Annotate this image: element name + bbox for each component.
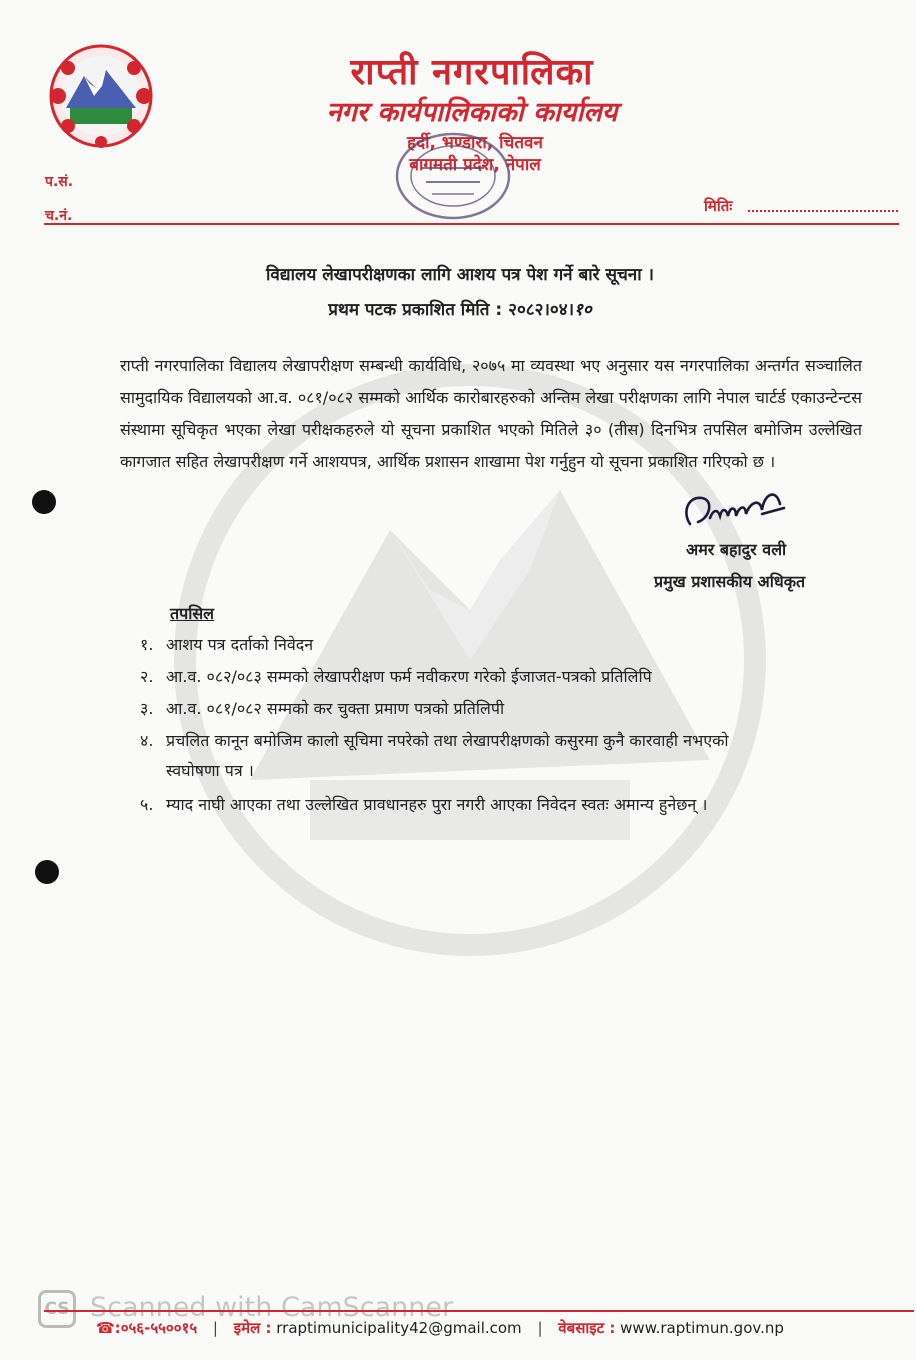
list-item <box>140 694 880 724</box>
signatory-title: प्रमुख प्रशासकीय अधिकृत <box>654 572 806 591</box>
list-item-number: १. <box>140 635 154 654</box>
list-item-continuation: स्वघोषणा पत्र । <box>166 761 254 780</box>
scanner-watermark-text: Scanned with CamScanner <box>90 1292 454 1323</box>
list-item-text: आ.व. ०८२/०८३ सम्मको लेखापरीक्षण फर्म नवीकरण गरेको ईजाजत-पत्रको प्रतिलिपि <box>166 667 652 686</box>
footer-phone: ०५६-५५००१५ <box>120 1319 198 1337</box>
list-item-number: ५. <box>140 795 154 814</box>
list-item-number: ४. <box>140 731 154 750</box>
list-item-number: २. <box>140 667 154 686</box>
list-item-text: आशय पत्र दर्ताको निवेदन <box>166 635 314 654</box>
list-item-text: आ.व. ०८१/०८२ सम्मको कर चुक्ता प्रमाण पत्रको प्रतिलिपी <box>166 699 505 718</box>
header-divider <box>44 223 899 225</box>
footer-email[interactable]: rraptimunicipality42@gmail.com <box>276 1319 522 1337</box>
office-name: नगर कार्यपालिकाको कार्यालय <box>326 97 618 128</box>
government-emblem-logo <box>44 42 158 150</box>
footer-email-label: इमेल : <box>233 1319 272 1337</box>
footer-divider <box>44 1310 914 1312</box>
punch-hole <box>35 860 59 884</box>
reference-number-label: प.सं. <box>45 174 74 190</box>
date-blank-line <box>748 210 898 212</box>
camscanner-icon: CS <box>38 1290 76 1328</box>
list-item-text: प्रचलित कानून बमोजिम कालो सूचिमा नपरेको तथा लेखापरीक्षणको कसुरमा कुनै कारवाही नभएको <box>166 731 729 750</box>
first-published-date <box>120 297 800 320</box>
list-item <box>140 726 880 786</box>
list-item <box>140 630 880 660</box>
date-label: मितिः <box>704 197 733 215</box>
office-stamp <box>392 128 514 224</box>
list-item-number: ३. <box>140 699 154 718</box>
details-heading: तपसिल <box>170 604 215 623</box>
dispatch-number-label: च.नं. <box>45 208 73 224</box>
first-published-label: प्रथम पटक प्रकाशित मिति : २०८२।०४। <box>328 300 575 320</box>
footer-website[interactable]: www.raptimun.gov.np <box>620 1319 784 1337</box>
list-item-text: म्याद नाघी आएका तथा उल्लेखित प्रावधानहरु पुरा नगरी आएका निवेदन स्वतः अमान्य हुनेछन् । <box>166 795 708 814</box>
notice-body: राप्ती नगरपालिका विद्यालय लेखापरीक्षण सम्बन्धी कार्यविधि, २०७५ मा व्यवस्था भए अनुसार यस नगरपालिका अन्तर्गत सञ्चालित सामुदायिक विद्यालयको आ.व. ०८१/०८२ सम्मको आर्थिक कारोबारहरुको अन्तिम लेखा परीक्षणका लागि नेपाल चार्टर्ड एकाउन्टेन्टस संस्थामा सूचिकृत भएका लेखा परीक्षकहरुले यो सूचना प्रकाशित भएको मितिले ३० (तीस) दिनभित्र तपसिल बमोजिम उल्लेखित कागजात सहित लेखापरीक्षण गर्ने आशयपत्र, आर्थिक प्रशासन शाखामा पेश गर्नुहुन यो सूचना प्रकाशित गरिएको छ । <box>120 356 862 471</box>
organization-name: राप्ती नगरपालिका <box>350 52 594 93</box>
footer-contact: ☎:०५६-५५००१५ | इमेल : rraptimunicipality42@gmail.com | वेबसाइट : www.raptimun.gov.np <box>96 1319 784 1337</box>
address-line-2: बागमती प्रदेश, नेपाल <box>409 155 541 175</box>
notice-title: विद्यालय लेखापरीक्षणका लागि आशय पत्र पेश गर्ने बारे सूचना । <box>266 265 654 285</box>
phone-icon: ☎: <box>96 1319 121 1337</box>
address-line-1: हर्दी, भण्डारा, चितवन <box>407 133 543 153</box>
signatory-name: अमर बहादुर वली <box>686 540 787 559</box>
handwritten-signature <box>680 484 790 536</box>
footer-website-label: वेबसाइट : <box>558 1319 616 1337</box>
list-item <box>140 790 880 820</box>
list-item <box>140 662 880 692</box>
handwritten-day: १० <box>574 300 592 320</box>
punch-hole <box>32 490 56 514</box>
